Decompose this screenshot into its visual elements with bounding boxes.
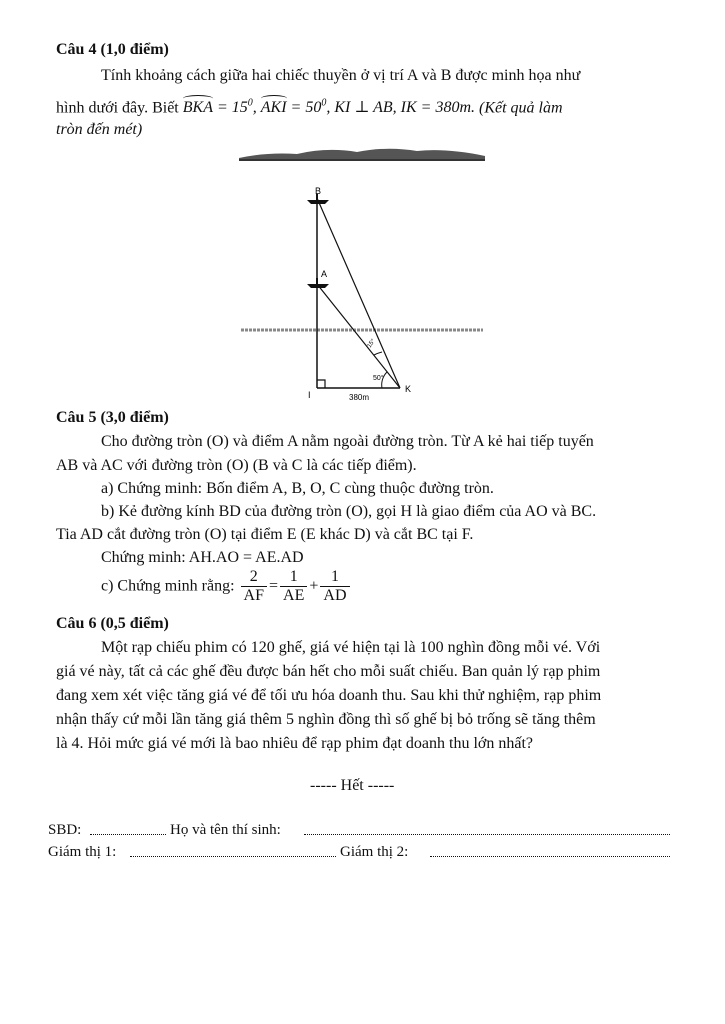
label-i: I [308, 390, 311, 400]
q4-text-line2-start: hình dưới đây. Biết [56, 99, 179, 117]
degree-mark: 0 [247, 98, 253, 109]
fraction-1-ae-num: 1 [280, 568, 307, 587]
boat-a-icon [307, 278, 329, 288]
label-b: B [315, 186, 322, 196]
q6-line2: giá vé này, tất cả các ghế đều được bán hết cho mỗi suất chiếu. Ban quản lý rạp phim [56, 663, 601, 680]
fraction-2-af-den: AF [243, 587, 264, 604]
boat-figure [237, 142, 487, 408]
fraction-1-ad-num: 1 [320, 568, 349, 587]
angle-bka: BKA [182, 99, 213, 117]
line-ka [317, 284, 400, 388]
q4-text-line1: Tính khoảng cách giữa hai chiếc thuyền ở vị trí A và B được minh họa như [101, 67, 581, 84]
degree-mark: 0 [321, 98, 327, 109]
q4-conditions: , KI ⊥ AB, IK = 380m. [326, 99, 475, 117]
label-angle-50: 50° [373, 375, 384, 382]
gt1-dots [130, 856, 336, 857]
q6-line1: Một rạp chiếu phim có 120 ghế, giá vé hiện tại là 100 nghìn đồng mỗi vé. Với [101, 639, 601, 656]
fraction-1-ae [280, 568, 307, 605]
angle-bka-value: = 15 [212, 99, 248, 117]
q6-line4: nhận thấy cứ mỗi lần tăng giá thêm 5 nghìn đồng thì số ghế bị bỏ trống sẽ tăng thêm [56, 711, 596, 728]
q5-part-b-line3: Chứng minh: AH.AO = AE.AD [101, 549, 304, 566]
name-dots [304, 834, 670, 835]
q4-text-line2: hình dưới đây. Biết BKA = $15^0$, AKI = $50^0$, KI ⊥ AB, IK = 380m. (Kết quả làm [56, 98, 563, 117]
line-kb [317, 198, 400, 388]
fraction-2-af-num: 2 [241, 568, 267, 587]
q5-heading: Câu 5 (3,0 điểm) [56, 409, 169, 426]
label-a: A [321, 269, 328, 279]
q5-part-b-line2: Tia AD cắt đường tròn (O) tại điểm E (E khác D) và cắt BC tại F. [56, 526, 474, 543]
q4-heading: Câu 4 (1,0 điểm) [56, 41, 169, 58]
right-angle-mark [317, 380, 325, 388]
end-marker: ----- Hết ----- [310, 777, 395, 794]
angle-arc-15 [374, 352, 382, 355]
fraction-1-ae-den: AE [283, 587, 305, 604]
gt2-label: Giám thị 2: [340, 844, 409, 860]
q6-heading: Câu 6 (0,5 điểm) [56, 615, 169, 632]
fraction-1-ad-den: AD [323, 587, 347, 604]
fraction-1-ad [320, 568, 349, 605]
shoreline [239, 149, 485, 160]
name-label: Họ và tên thí sinh: [170, 822, 281, 838]
q4-note-start: (Kết quả làm [479, 99, 563, 117]
fraction-2-af [241, 568, 267, 605]
q5-part-c-prefix: c) Chứng minh rằng: [101, 577, 235, 595]
q5-part-a: a) Chứng minh: Bốn điểm A, B, O, C cùng thuộc đường tròn. [101, 480, 494, 497]
gt1-label: Giám thị 1: [48, 844, 117, 860]
q4-note-end: tròn đến mét) [56, 121, 143, 138]
gt2-dots [430, 856, 670, 857]
label-k: K [405, 384, 412, 394]
q5-part-b-line1: b) Kẻ đường kính BD của đường tròn (O), gọi H là giao điểm của AO và BC. [101, 503, 597, 520]
q5-p1: Cho đường tròn (O) và điểm A nằm ngoài đường tròn. Từ A kẻ hai tiếp tuyến [101, 433, 594, 450]
angle-aki-value: = 50 [286, 99, 322, 117]
label-angle-15: 15° [366, 338, 377, 350]
q6-line5: là 4. Hỏi mức giá vé mới là bao nhiêu để rạp phim đạt doanh thu lớn nhất? [56, 735, 534, 752]
q5-part-c: c) Chứng minh rằng: $\frac{2}{AF}$ = $\frac{1}{AE}$ + $\frac{1}{AD}$ [101, 568, 352, 605]
q5-p1b: AB và AC với đường tròn (O) (B và C là các tiếp điểm). [56, 457, 417, 474]
sbd-dots [90, 834, 166, 835]
q6-line3: đang xem xét việc tăng giá vé để tối ưu hóa doanh thu. Sau khi thử nghiệm, rạp phim [56, 687, 602, 704]
sbd-label: SBD: [48, 822, 82, 838]
angle-aki: AKI [260, 99, 287, 117]
label-distance: 380m [349, 393, 370, 402]
